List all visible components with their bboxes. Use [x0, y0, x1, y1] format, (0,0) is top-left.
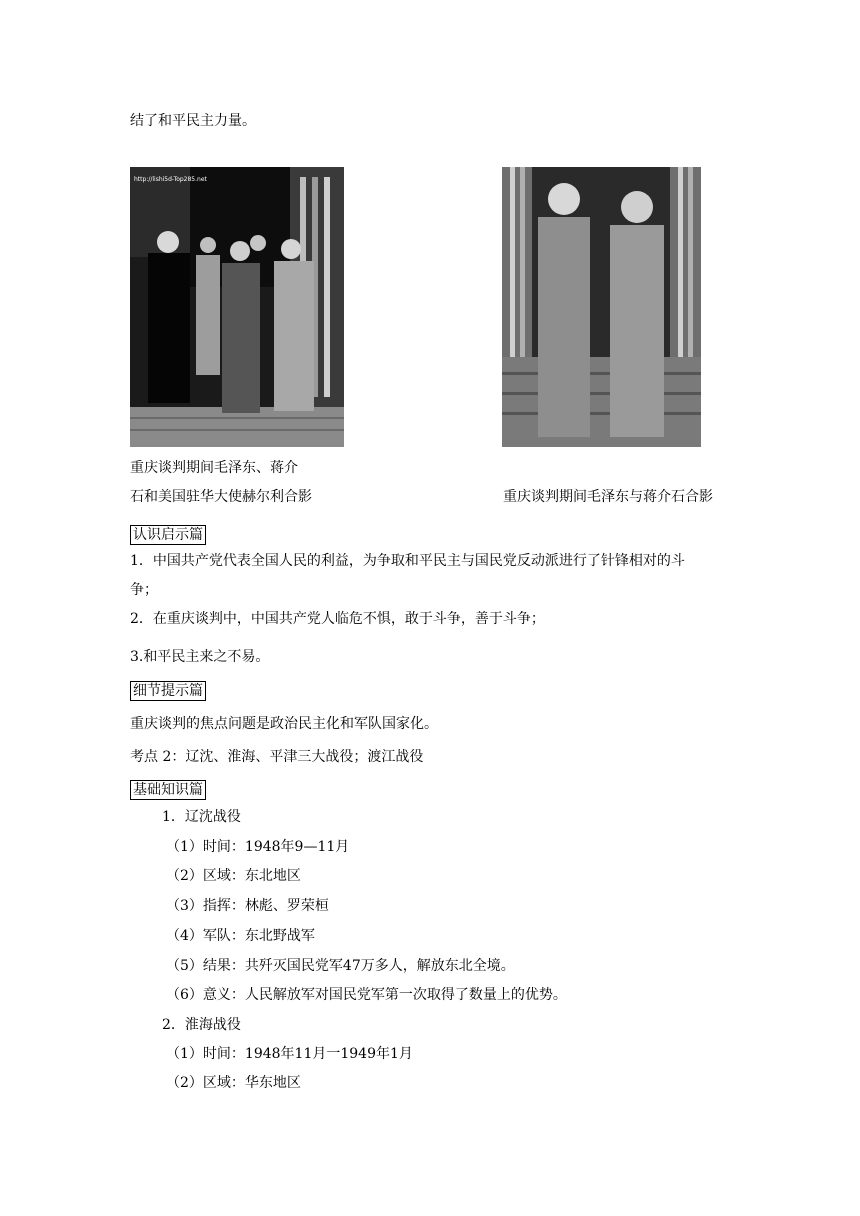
section-heading-detail: 细节提示篇 — [130, 681, 206, 701]
battle-liaoshen-item: （6）意义：人民解放军对国民党军第一次取得了数量上的优势。 — [166, 987, 567, 1003]
recognition-item-3: 3.和平民主来之不易。 — [130, 649, 270, 665]
photo-chongqing-group — [130, 167, 344, 447]
battle-huaihai-title: 2．淮海战役 — [162, 1017, 241, 1033]
battle-huaihai-item: （2）区域：华东地区 — [166, 1075, 301, 1091]
battle-liaoshen-title: 1．辽沈战役 — [162, 809, 241, 825]
detail-text: 重庆谈判的焦点问题是政治民主化和军队国家化。 — [130, 716, 438, 732]
photo-right-caption: 重庆谈判期间毛泽东与蒋介石合影 — [503, 489, 713, 505]
recognition-item-1-line2: 争； — [130, 582, 158, 598]
battle-liaoshen-item: （2）区域：东北地区 — [166, 868, 301, 884]
battle-liaoshen-item: （4）军队：东北野战军 — [166, 928, 315, 944]
recognition-item-2: 2．在重庆谈判中，中国共产党人临危不惧，敢于斗争，善于斗争； — [130, 611, 545, 627]
exam-point-2: 考点 2：辽沈、淮海、平津三大战役；渡江战役 — [130, 749, 424, 765]
intro-line: 结了和平民主力量。 — [130, 113, 256, 129]
photo-left-caption-line2: 石和美国驻华大使赫尔利合影 — [130, 489, 312, 505]
battle-liaoshen-item: （5）结果：共歼灭国民党军47万多人，解放东北全境。 — [166, 958, 515, 974]
battle-liaoshen-item: （1）时间：1948年9—11月 — [166, 839, 350, 855]
photo-watermark: http://lishi5d-Top285.net — [134, 176, 207, 183]
section-heading-basic: 基础知识篇 — [130, 780, 206, 800]
section-heading-recognition: 认识启示篇 — [130, 525, 206, 545]
photo-left-caption-line1: 重庆谈判期间毛泽东、蒋介 — [130, 460, 298, 476]
battle-huaihai-item: （1）时间：1948年11月一1949年1月 — [166, 1046, 413, 1062]
photo-mao-chiang — [502, 167, 701, 447]
group-photo-image — [130, 167, 344, 447]
battle-liaoshen-item: （3）指挥：林彪、罗荣桓 — [166, 898, 329, 914]
recognition-item-1-line1: 1．中国共产党代表全国人民的利益，为争取和平民主与国民党反动派进行了针锋相对的斗 — [130, 553, 685, 569]
pair-photo-image — [502, 167, 701, 447]
